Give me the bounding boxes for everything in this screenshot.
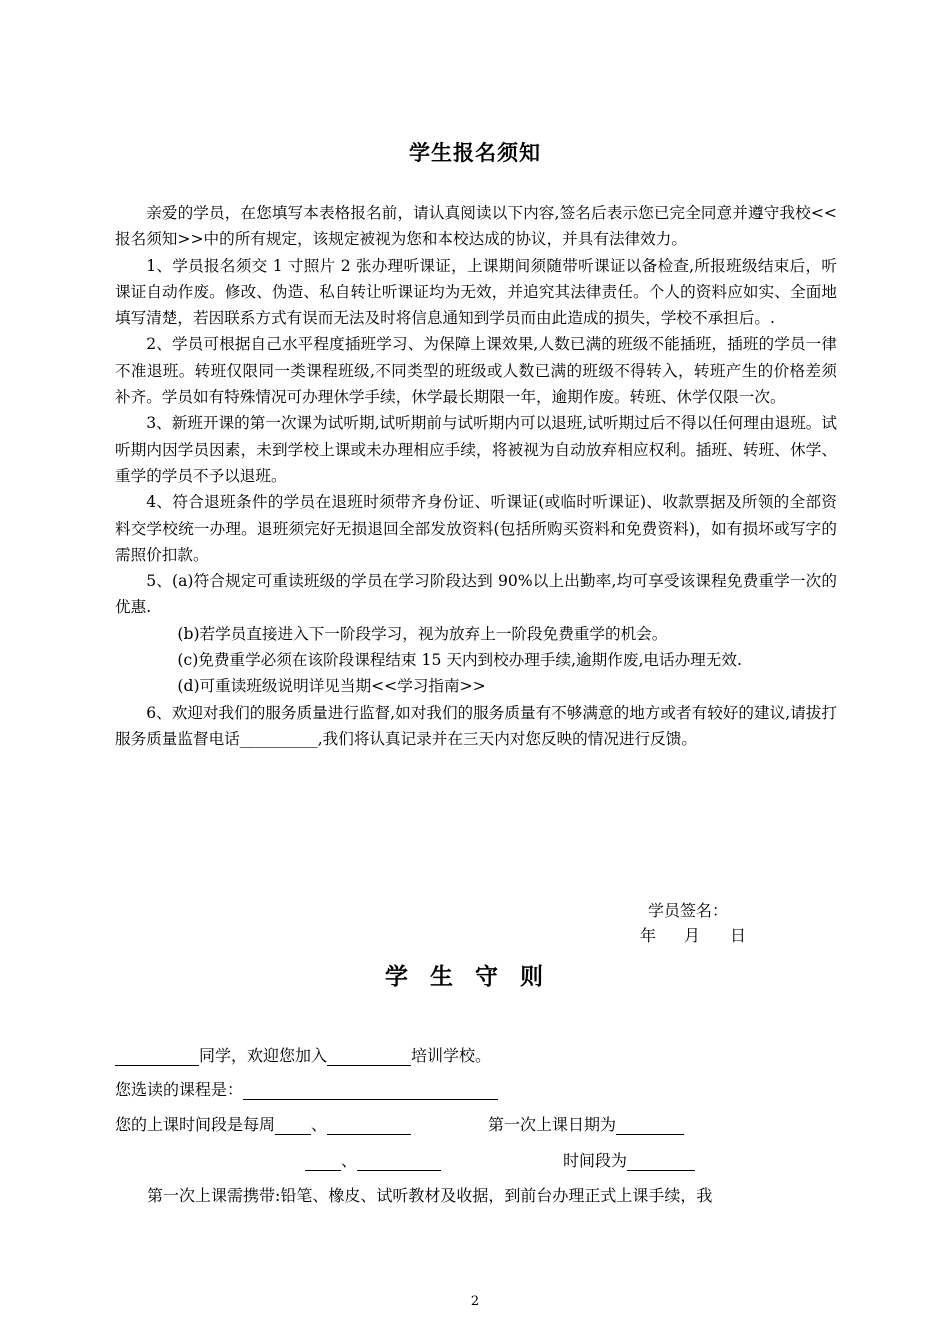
course-label: 您选读的课程是：	[115, 1080, 244, 1099]
notice-body	[115, 200, 837, 752]
separator: 、	[341, 1151, 358, 1170]
weekday-label: 您的上课时间段是每周	[115, 1115, 276, 1134]
separator: 、	[311, 1115, 328, 1134]
time-slot-label: 时间段为	[563, 1151, 628, 1170]
date-month: 月	[684, 926, 701, 945]
student-name-blank[interactable]	[115, 1047, 199, 1066]
first-date-label: 第一次上课日期为	[488, 1115, 617, 1134]
time-slot-line	[563, 1148, 695, 1171]
welcome-line	[115, 1043, 491, 1066]
notice-paragraph: 6、欢迎对我们的服务质量进行监督,如对我们的服务质量有不够满意的地方或者有较好的建议,请拔打服务质量监督电话__________,我们将认真记录并在三天内对您反映的情况进行反馈。	[115, 703, 837, 748]
first-class-line: 第一次上课需携带:铅笔、橡皮、试听教材及收据，到前台办理正式上课手续，我	[147, 1186, 713, 1205]
schedule-line-2	[305, 1148, 441, 1171]
first-date-blank[interactable]	[616, 1116, 684, 1135]
weekday-blank[interactable]	[275, 1116, 311, 1135]
time-slot-blank[interactable]	[627, 1152, 695, 1171]
school-name-blank[interactable]	[327, 1047, 411, 1066]
notice-paragraph: 3、新班开课的第一次课为试听期,试听期前与试听期内可以退班,试听期过后不得以任何理由退班。试听期内因学员因素，未到学校上课或未办理相应手续，将被视为自动放弃相应权利。插班、转班、休学、重学的学员不予以退班。	[115, 414, 837, 485]
notice-paragraph: 1、学员报名须交 1 寸照片 2 张办理听课证，上课期间须随带听课证以备检查,所报班级结束后，听课证自动作废。修改、伪造、私自转让听课证均为无效，并追究其法律责任。个人的资料应如实、全面地填写清楚，若因联系方式有误而无法及时将信息通知到学员而由此造成的损失，学校不承担后。.	[115, 256, 837, 328]
course-blank[interactable]	[243, 1081, 498, 1100]
notice-paragraph: 亲爱的学员，在您填写本表格报名前，请认真阅读以下内容,签名后表示您已完全同意并遵守我校<<报名须知>>中的所有规定，该规定被视为您和本校达成的协议，并具有法律效力。	[115, 204, 837, 249]
notice-sub-item: (b)若学员直接进入下一阶段学习，视为放弃上一阶段免费重学的机会。	[177, 624, 668, 643]
page-number: 2	[470, 1294, 480, 1309]
course-line	[115, 1077, 498, 1100]
first-date-line	[488, 1112, 684, 1135]
weekday-blank-2[interactable]	[305, 1152, 341, 1171]
rules-title: 学生守则	[385, 964, 565, 990]
school-suffix-text: 培训学校。	[411, 1046, 492, 1065]
signature-label: 学员签名：	[648, 901, 729, 920]
notice-paragraph: 4、符合退班条件的学员在退班时须带齐身份证、听课证(或临时听课证)、收款票据及所领的全部资料交学校统一办理。退班须完好无损退回全部发放资料(包括所购买资料和免费资料)，如有损坏或写字的需照价扣款。	[115, 493, 837, 564]
date-year: 年	[640, 926, 657, 945]
welcome-text: 同学，欢迎您加入	[199, 1046, 328, 1065]
time-blank[interactable]	[327, 1116, 411, 1135]
notice-sub-item: (c)免费重学必须在该阶段课程结束 15 天内到校办理手续,逾期作废,电话办理无效.	[177, 651, 742, 670]
date-day: 日	[730, 926, 747, 945]
time-blank-2[interactable]	[357, 1152, 441, 1171]
notice-paragraph: 2、学员可根据自己水平程度插班学习、为保障上课效果,人数已满的班级不能插班，插班的学员一律不准退班。转班仅限同一类课程班级,不同类型的班级或人数已满的班级不得转入，转班产生的价格差须补齐。学员如有特殊情况可办理休学手续，休学最长期限一年，逾期作废。转班、休学仅限一次。	[115, 335, 837, 407]
notice-paragraph: 5、(a)符合规定可重读班级的学员在学习阶段达到 90%以上出勤率,均可享受该课程免费重学一次的优惠.	[115, 572, 837, 617]
schedule-line	[115, 1112, 411, 1135]
notice-title: 学生报名须知	[409, 141, 541, 165]
notice-sub-item: (d)可重读班级说明详见当期<<学习指南>>	[177, 677, 486, 696]
signature-date	[640, 923, 746, 946]
